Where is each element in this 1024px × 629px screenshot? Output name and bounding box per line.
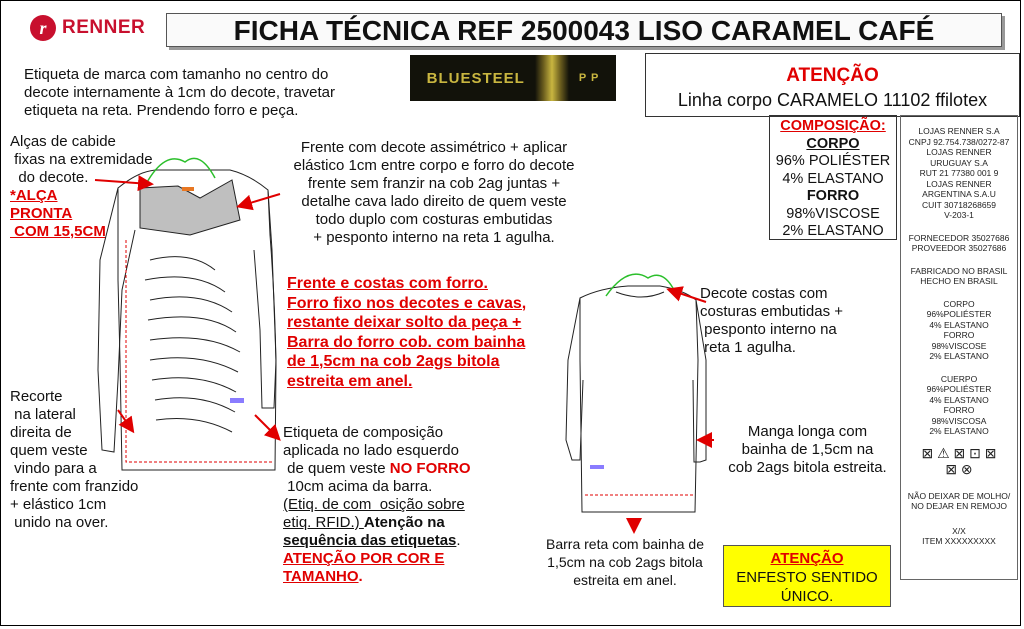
thread-note: Linha corpo CARAMELO 11102 ffilotex — [677, 90, 988, 110]
label-line: LOJAS RENNER — [926, 178, 992, 189]
note-line: *ALÇA — [10, 187, 58, 204]
note-text: TAMANHO — [283, 568, 359, 585]
note-line: PRONTA — [10, 205, 73, 222]
note-line: Etiqueta de marca com tamanho no centro do — [24, 66, 329, 83]
note-text: NO FORRO — [389, 460, 471, 477]
label-line: LOJAS RENNER S.A — [918, 126, 1000, 136]
brand-tag-text: BLUESTEEL — [426, 69, 525, 87]
label-line: 98%VISCOSE — [931, 340, 987, 351]
label-line: FORRO — [943, 330, 975, 340]
note-text: Atenção na — [363, 514, 445, 531]
note-line: pesponto interno na — [700, 321, 837, 338]
note-line: Barra reta com bainha de — [546, 536, 704, 552]
back-garment-drawing — [566, 286, 706, 512]
note-line: reta 1 agulha. — [700, 339, 796, 356]
label-line: HECHO EN BRASIL — [920, 276, 998, 286]
body-title: CORPO — [806, 135, 860, 152]
label-line: 4% ELASTANO — [929, 394, 989, 405]
label-line: 4% ELASTANO — [929, 319, 989, 330]
attention-line: ÚNICO. — [780, 588, 834, 605]
label-line: 2% ELASTANO — [929, 426, 989, 436]
lining-line: 2% ELASTANO — [782, 223, 884, 239]
note-line: todo duplo com costuras embutidas — [315, 211, 553, 228]
note-line: costuras embutidas + — [700, 303, 843, 320]
body-line: 96% POLIÉSTER — [775, 153, 891, 169]
attention-heading: ATENÇÃO — [770, 550, 844, 567]
brand-tag-size: P P — [578, 72, 600, 84]
note-line: frente com franzido — [10, 478, 139, 495]
label-line: 2% ELASTANO — [929, 351, 989, 361]
note-text: de quem veste — [283, 460, 390, 477]
note-line: ATENÇÃO POR COR E — [283, 550, 445, 567]
note-line: 10cm acima da barra. — [283, 478, 433, 495]
note-line: 1,5cm na cob 2ags bitola — [547, 554, 703, 570]
note-line: do decote. — [10, 169, 89, 186]
label-line: FABRICADO NO BRASIL — [910, 265, 1008, 276]
body-line: 4% ELASTANO — [782, 170, 884, 187]
note-line: elástico 1cm entre corpo e forro do decote — [293, 157, 575, 174]
note-line: vindo para a — [10, 460, 97, 477]
note-text: . — [358, 568, 363, 585]
label-line: LOJAS RENNER — [926, 147, 992, 157]
note-line: estreita em anel. — [287, 372, 413, 390]
note-text: sequência das etiquetas — [283, 532, 457, 549]
lining-title: FORRO — [806, 188, 860, 204]
note-line: detalhe cava lado direito de quem veste — [301, 193, 567, 210]
note-line: + elástico 1cm — [10, 496, 107, 513]
label-line: FORNECEDOR 35027686 — [908, 232, 1010, 243]
label-line: FORRO — [943, 405, 975, 415]
brand-name: RENNER — [62, 17, 146, 38]
note-line: Frente e costas com forro. — [287, 275, 488, 292]
label-line: CUIT 30718268659 — [921, 199, 997, 210]
note-line: fixas na extremidade — [10, 151, 153, 168]
brand-logo-mark: r — [30, 15, 56, 41]
note-line: + pesponto interno na reta 1 agulha. — [313, 229, 555, 246]
label-line: 96%POLIÉSTER — [926, 309, 992, 319]
note-line: Frente com decote assimétrico + aplicar — [300, 139, 568, 156]
label-line: RUT 21 77380 001 9 — [919, 168, 999, 178]
label-line: ARGENTINA S.A.U — [922, 189, 996, 199]
lining-line: 98%VISCOSE — [786, 205, 880, 222]
note-line: quem veste — [10, 442, 88, 459]
note-line: Etiqueta de composição — [283, 424, 444, 441]
label-line: CNPJ 92.754.738/0272-87 — [908, 136, 1010, 147]
care-symbols-icon: ⊠ ⊗ — [945, 460, 973, 477]
note-line: etiqueta na reta. Prendendo forro e peça. — [24, 102, 299, 119]
label-line: CORPO — [943, 298, 975, 309]
note-line: frente sem franzir na cob 2ag juntas + — [307, 175, 561, 192]
note-line: bainha de 1,5cm na — [741, 441, 874, 458]
label-line: V-203-1 — [944, 210, 974, 220]
front-garment-drawing — [98, 170, 276, 470]
note-text: . — [456, 532, 461, 549]
label-line: CUERPO — [940, 373, 978, 384]
composition-heading: COMPOSIÇÃO: — [780, 118, 886, 134]
note-line: aplicada no lado esquerdo — [283, 442, 459, 459]
back-label-marker — [590, 465, 604, 469]
note-line: restante deixar solto da peça + — [287, 314, 522, 331]
note-line: COM 15,5CM — [10, 223, 106, 240]
label-line: ITEM XXXXXXXXX — [922, 536, 996, 546]
note-line: estreita em anel. — [573, 572, 677, 588]
note-line: Manga longa com — [747, 423, 868, 440]
note-line: cob 2ags bitola estreita. — [728, 459, 887, 476]
label-line: URUGUAY S.A — [930, 157, 988, 168]
label-line: X/X — [952, 525, 966, 536]
note-text: etiq. RFID.) — [283, 514, 364, 531]
note-line: (Etiq. de com osição sobre — [283, 496, 465, 513]
note-line: Decote costas com — [700, 285, 828, 302]
attention-heading: ATENÇÃO — [786, 65, 879, 86]
page-title: FICHA TÉCNICA REF 2500043 LISO CARAMEL CAFÉ — [166, 13, 1002, 47]
label-line: NO DEJAR EN REMOJO — [911, 501, 1007, 511]
brand-label-marker — [182, 187, 194, 191]
label-line: NÃO DEIXAR DE MOLHO/ — [907, 490, 1011, 501]
label-line: 96%POLIÉSTER — [926, 384, 992, 394]
note-line: Alças de cabide — [10, 133, 116, 150]
note-line: direita de — [10, 424, 72, 441]
composition-label-marker — [230, 398, 244, 403]
note-line: Forro fixo nos decotes e cavas, — [287, 294, 527, 312]
label-line: PROVEEDOR 35027686 — [911, 243, 1007, 253]
note-line: de 1,5cm na cob 2ags bitola — [287, 353, 500, 370]
note-line: unido na over. — [10, 514, 109, 531]
note-line: Barra do forro cob. com bainha — [287, 333, 526, 351]
label-line: 98%VISCOSA — [931, 415, 987, 426]
note-line: Recorte — [10, 388, 63, 405]
note-line: na lateral — [10, 406, 76, 423]
note-line: decote internamente à 1cm do decote, travetar — [24, 84, 336, 101]
care-symbols-icon: ⊠ ⚠ ⊠ ⊡ ⊠ — [921, 444, 997, 461]
attention-line: ENFESTO SENTIDO — [736, 569, 878, 586]
